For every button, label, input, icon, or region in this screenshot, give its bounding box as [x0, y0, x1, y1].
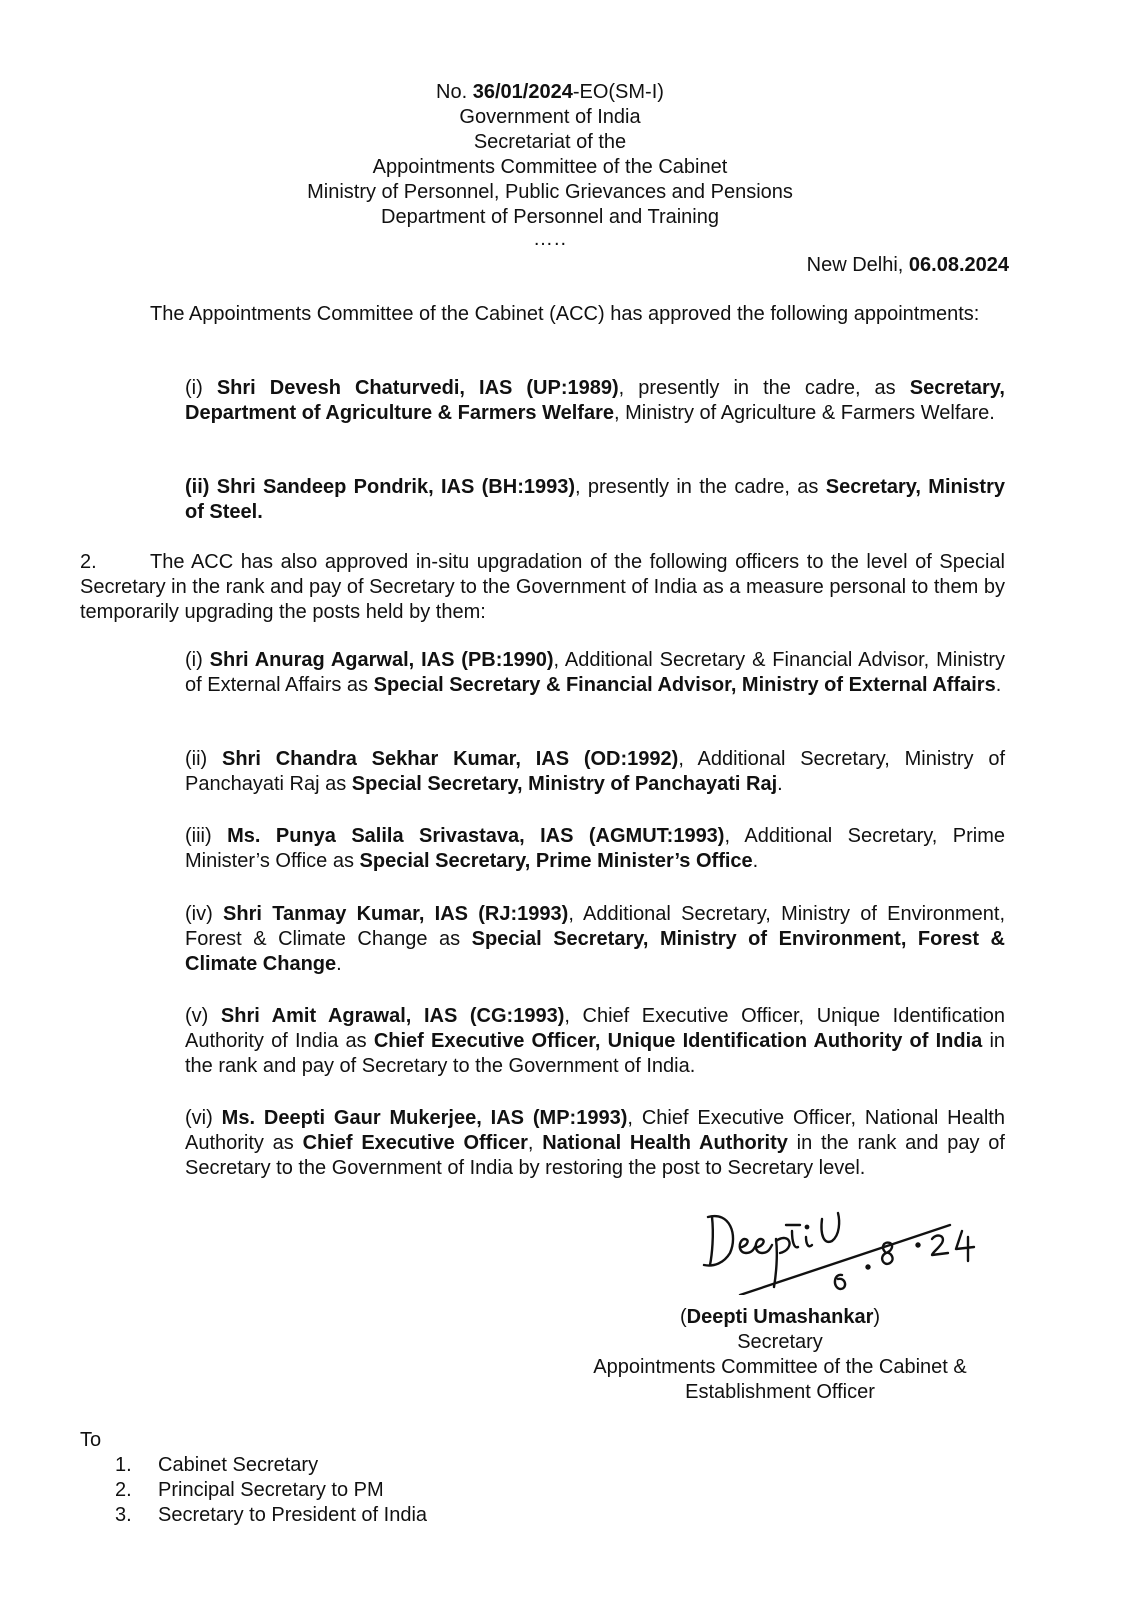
signatory-title: Secretary — [737, 1331, 823, 1353]
upgradation-item: (ii) Shri Chandra Sekhar Kumar, IAS (OD:1992), Additional Secretary, Ministry of Panchayati Raj as Special Secretary, Ministry of Panchayati Raj. — [185, 748, 1005, 795]
post-title: Chief Executive Officer — [302, 1132, 528, 1154]
post-title: Secretary, Department of Agriculture & Farmers Welfare — [185, 377, 1005, 424]
signatory-title: Establishment Officer — [685, 1381, 875, 1403]
dateline: New Delhi, 06.08.2024 — [806, 254, 1009, 276]
upgradation-item: (i) Shri Anurag Agarwal, IAS (PB:1990), Additional Secretary & Financial Advisor, Ministry of External Affairs as Special Secretary & Financial Advisor, Ministry of External Affairs. — [185, 649, 1006, 696]
officer-name: Ms. Punya Salila Srivastava, IAS (AGMUT:1993) — [227, 825, 725, 847]
post-title: Special Secretary, Ministry of Panchayati Raj — [351, 773, 778, 795]
signature-block — [560, 1305, 1000, 1405]
signatory-title: Appointments Committee of the Cabinet & — [593, 1356, 967, 1378]
post-title: Secretary, Ministry of Steel. — [185, 476, 1005, 523]
upgradation-item: (v) Shri Amit Agrawal, IAS (CG:1993), Chief Executive Officer, Unique Identification Authority of India as Chief Executive Officer, Unique Identification Authority of India in the rank and pay of Secretary to the Government of India. — [185, 1005, 1006, 1077]
separator: ….. — [532, 228, 568, 250]
intro-paragraph: The Appointments Committee of the Cabinet (ACC) has approved the following appointments: — [150, 303, 980, 325]
paragraph-2: 2. The ACC has also approved in-situ upgradation of the following officers to the level of Special Secretary in the rank and pay of Secretary to the Government of India as a measure personal to them by temporarily upgrading the posts held by them: — [80, 551, 1005, 623]
paragraph-number: 2. — [80, 551, 97, 573]
letterhead-line: Secretariat of the — [473, 131, 627, 153]
letterhead-line: Ministry of Personnel, Public Grievances and Pensions — [307, 181, 793, 203]
appointment-item: (i) Shri Devesh Chaturvedi, IAS (UP:1989), presently in the cadre, as Secretary, Department of Agriculture & Farmers Welfare, Ministry of Agriculture & Farmers Welfare. — [185, 377, 1005, 424]
handwritten-signature-icon — [700, 1195, 990, 1295]
letterhead-line: Appointments Committee of the Cabinet — [372, 156, 728, 178]
post-title: Chief Executive Officer, Unique Identification Authority of India — [373, 1030, 983, 1052]
letterhead-line: Government of India — [459, 106, 641, 128]
officer-name: Shri Anurag Agarwal, IAS (PB:1990) — [209, 649, 554, 671]
recipient-item: 3. Secretary to President of India — [115, 1504, 428, 1526]
recipients-list — [115, 1453, 427, 1528]
officer-name: Shri Sandeep Pondrik, IAS (BH:1993) — [216, 476, 576, 498]
officer-name: Ms. Deepti Gaur Mukerjee, IAS (MP:1993) — [221, 1107, 628, 1129]
recipient-item: 2. Principal Secretary to PM — [115, 1479, 384, 1501]
upgradation-item: (iv) Shri Tanmay Kumar, IAS (RJ:1993), Additional Secretary, Ministry of Environment, Forest & Climate Change as Special Secretary, Ministry of Environment, Forest & Climate Change. — [185, 903, 1006, 975]
post-title: Special Secretary, Ministry of Environment, Forest & Climate Change — [185, 928, 1005, 975]
officer-name: Shri Chandra Sekhar Kumar, IAS (OD:1992) — [222, 748, 679, 770]
upgradation-item: (vi) Ms. Deepti Gaur Mukerjee, IAS (MP:1993), Chief Executive Officer, National Health Authority as Chief Executive Officer, National Health Authority in the rank and pay of Secretary to the Government of India by restoring the post to Secretary level. — [185, 1107, 1005, 1179]
officer-name: Shri Amit Agrawal, IAS (CG:1993) — [220, 1005, 565, 1027]
recipients-label: To — [80, 1429, 102, 1451]
date: 06.08.2024 — [908, 254, 1009, 276]
appointment-item: (ii) Shri Sandeep Pondrik, IAS (BH:1993), presently in the cadre, as Secretary, Ministry of Steel. — [185, 476, 1005, 523]
reference-number: No. 36/01/2024-EO(SM-I) — [436, 81, 664, 103]
post-title: Special Secretary & Financial Advisor, Ministry of External Affairs — [373, 674, 996, 696]
officer-name: Shri Tanmay Kumar, IAS (RJ:1993) — [223, 903, 569, 925]
post-title: National Health Authority — [542, 1132, 788, 1154]
post-title: Special Secretary, Prime Minister’s Office — [359, 850, 753, 872]
letterhead-line: Department of Personnel and Training — [381, 206, 719, 228]
signatory-name: (Deepti Umashankar) — [679, 1306, 881, 1328]
letterhead — [0, 80, 1100, 255]
officer-name: Shri Devesh Chaturvedi, IAS (UP:1989) — [216, 377, 619, 399]
upgradation-item: (iii) Ms. Punya Salila Srivastava, IAS (AGMUT:1993), Additional Secretary, Prime Minister’s Office as Special Secretary, Prime Minister’s Office. — [185, 825, 1005, 872]
recipient-item: 1. Cabinet Secretary — [115, 1454, 319, 1476]
